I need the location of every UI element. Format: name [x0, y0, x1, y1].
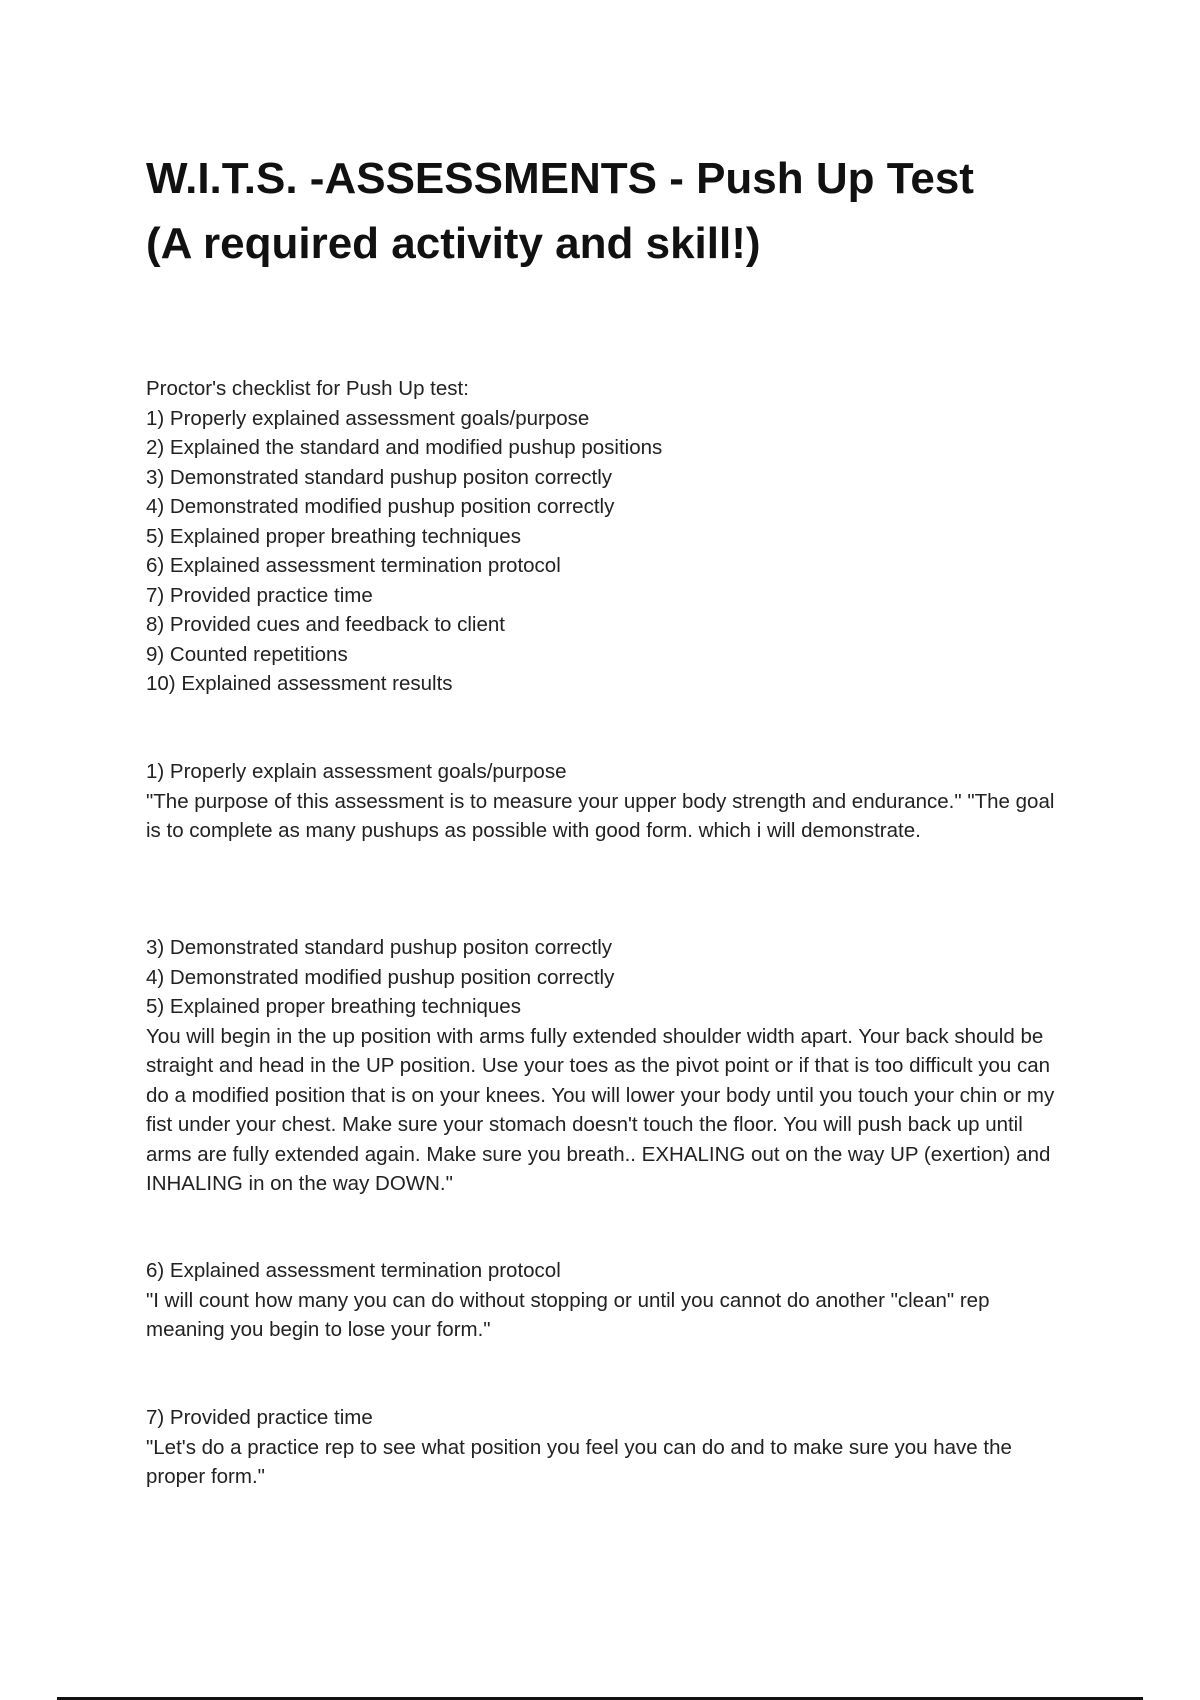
checklist-item: 5) Explained proper breathing techniques: [146, 524, 521, 548]
section-termination: [146, 1256, 1066, 1345]
checklist-item: 6) Explained assessment termination protocol: [146, 554, 561, 577]
section-body: "I will count how many you can do without stopping or until you cannot do another "clean" rep meaning you begin to lose your form.": [146, 1288, 990, 1341]
section-heading: 1) Properly explain assessment goals/purpose: [146, 760, 567, 783]
section-body: "The purpose of this assessment is to measure your upper body strength and endurance." "The goal is to complete as many pushups as possible with good form. which i will demonstrate.: [146, 789, 1055, 842]
checklist-item: 2) Explained the standard and modified pushup positions: [146, 436, 663, 459]
checklist-item: 8) Provided cues and feedback to client: [146, 613, 505, 636]
section-heading: 5) Explained proper breathing techniques: [146, 995, 521, 1018]
section-goals: [146, 757, 1066, 846]
checklist-item: 4) Demonstrated modified pushup position correctly: [146, 495, 615, 518]
checklist-heading: Proctor's checklist for Push Up test:: [146, 377, 469, 400]
proctor-checklist: [146, 374, 1066, 699]
section-body: You will begin in the up position with arms fully extended shoulder width apart. Your back should be straight and head in the UP position. Use your toes as the pivot point or if that is too difficult you can do a modified position that is on your knees. You will lower your body until you touch your chin or my fist under your chest. Make sure your stomach doesn't touch the floor. You will push back up until arms are fully extended again. Make sure you breath.. EXHALING out on the way UP (exertion) and INHALING in on the way DOWN.": [146, 1024, 1055, 1195]
section-heading: 6) Explained assessment termination protocol: [146, 1259, 561, 1282]
checklist-item: 7) Provided practice time: [146, 583, 373, 607]
checklist-item: 1) Properly explained assessment goals/purpose: [146, 406, 590, 430]
section-heading: 3) Demonstrated standard pushup positon correctly: [146, 936, 613, 959]
checklist-item: 3) Demonstrated standard pushup positon correctly: [146, 465, 613, 489]
checklist-item: 10) Explained assessment results: [146, 672, 453, 695]
checklist-item: 9) Counted repetitions: [146, 642, 348, 666]
title-line-1: W.I.T.S. -ASSESSMENTS - Push Up Test: [146, 154, 974, 203]
section-body: "Let's do a practice rep to see what position you feel you can do and to make sure you have the proper form.": [146, 1435, 1012, 1488]
section-positions-breathing: [146, 933, 1066, 1199]
section-heading: 7) Provided practice time: [146, 1406, 373, 1429]
title-line-2: (A required activity and skill!): [146, 219, 761, 268]
page-title: [146, 146, 1146, 276]
section-heading: 4) Demonstrated modified pushup position correctly: [146, 965, 615, 989]
section-practice: [146, 1403, 1066, 1492]
